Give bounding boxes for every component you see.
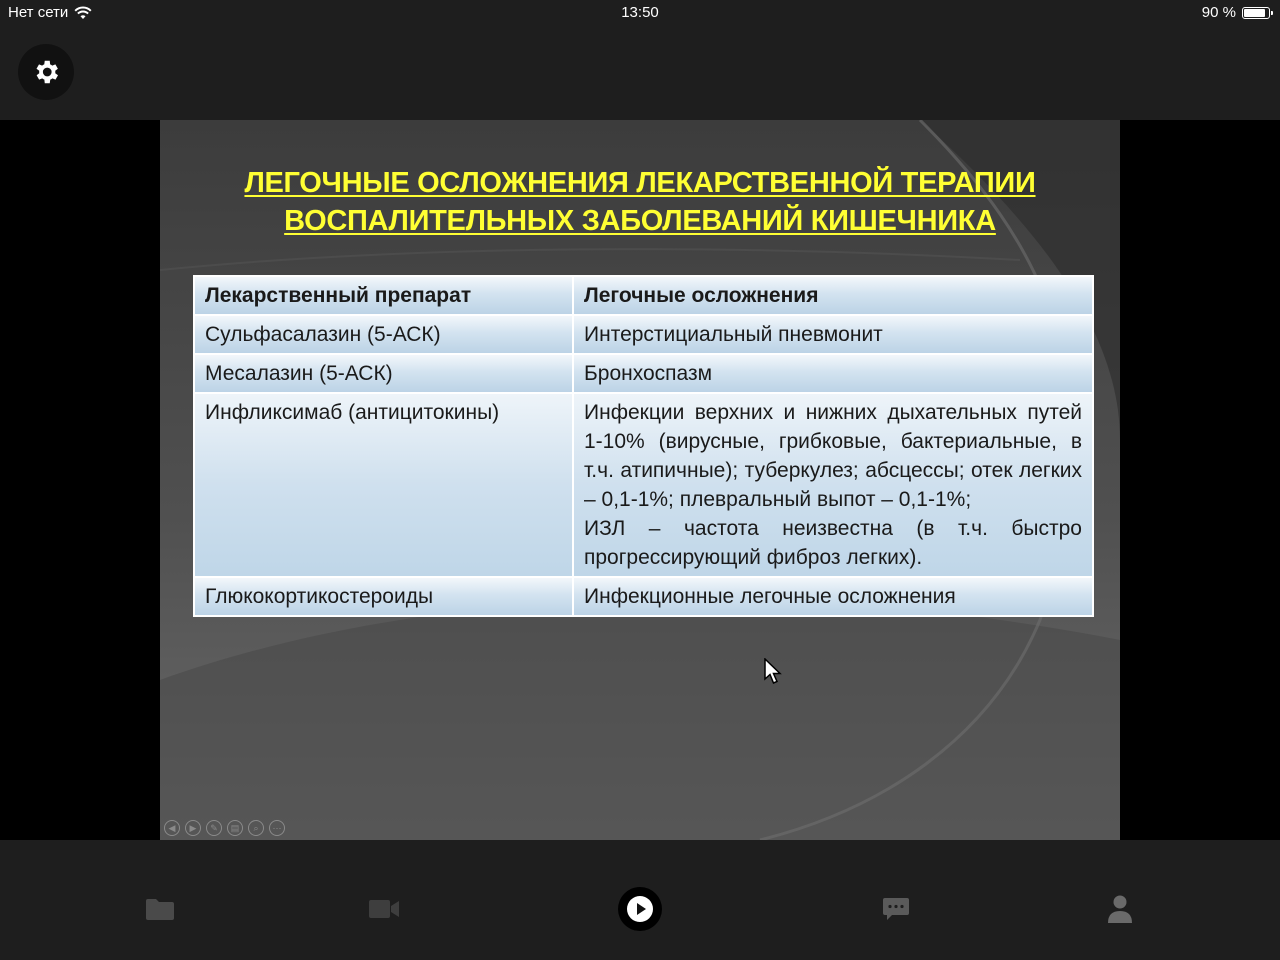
slide-controls — [164, 820, 285, 836]
battery-level — [1244, 9, 1265, 17]
drug-complications-table — [193, 275, 1094, 617]
slide-title-line-1: ЛЕГОЧНЫЕ ОСЛОЖНЕНИЯ ЛЕКАРСТВЕННОЙ ТЕРАПИИ — [244, 167, 1036, 199]
table-row — [194, 393, 1093, 577]
cell-drug: Глюкокортикостероиды — [194, 577, 573, 616]
folder-icon — [145, 897, 175, 921]
video-camera-icon — [368, 898, 400, 920]
tab-profile[interactable] — [1096, 885, 1144, 933]
zoom-icon[interactable]: ⌕ — [248, 820, 264, 836]
table-header-row — [194, 276, 1093, 315]
header-complications: Легочные осложнения — [573, 276, 1093, 315]
top-bar — [0, 0, 1280, 120]
clock: 13:50 — [621, 4, 659, 21]
cell-complication: Интерстициальный пневмонит — [573, 315, 1093, 354]
slide — [160, 120, 1120, 840]
slide-title-line-2: ВОСПАЛИТЕЛЬНЫХ ЗАБОЛЕВАНИЙ КИШЕЧНИКА — [284, 205, 996, 237]
mouse-cursor-icon — [764, 658, 784, 686]
more-icon[interactable]: ⋯ — [269, 820, 285, 836]
bottom-tab-bar — [0, 840, 1280, 960]
table-row — [194, 577, 1093, 616]
play-icon — [625, 894, 655, 924]
tab-files[interactable] — [136, 885, 184, 933]
complication-paragraph: ИЗЛ – частота неизвестна (в т.ч. быстро прогрессирующий фиброз легких). — [584, 517, 1082, 569]
battery-icon — [1242, 7, 1270, 19]
table-row — [194, 354, 1093, 393]
slides-icon[interactable]: ▤ — [227, 820, 243, 836]
cell-drug: Сульфасалазин (5-АСК) — [194, 315, 573, 354]
next-icon[interactable]: ▶ — [185, 820, 201, 836]
tab-chat[interactable] — [872, 885, 920, 933]
chat-icon — [882, 896, 910, 922]
network-status: Нет сети — [8, 4, 69, 21]
cell-complication: Инфекционные легочные осложнения — [573, 577, 1093, 616]
slide-title — [160, 164, 1120, 240]
tab-video[interactable] — [360, 885, 408, 933]
header-drug: Лекарственный препарат — [194, 276, 573, 315]
cell-complication: Бронхоспазм — [573, 354, 1093, 393]
status-bar — [0, 0, 1280, 26]
play-button[interactable] — [618, 887, 662, 931]
cell-drug: Месалазин (5-АСК) — [194, 354, 573, 393]
complication-paragraph: Инфекции верхних и нижних дыхательных путей 1-10% (вирусные, грибковые, бактериальные, в т.ч. атипичные); туберкулез; абсцессы; отек легких – 0,1-1%; плевральный выпот – 0,1-1%; — [584, 401, 1082, 511]
pen-icon[interactable]: ✎ — [206, 820, 222, 836]
table-row — [194, 315, 1093, 354]
cell-drug: Инфликсимаб (антицитокины) — [194, 393, 573, 577]
cell-complication — [573, 393, 1093, 577]
previous-icon[interactable]: ◀ — [164, 820, 180, 836]
settings-button[interactable] — [18, 44, 74, 100]
person-icon — [1106, 894, 1134, 924]
gear-icon — [31, 57, 61, 87]
battery-percent: 90 % — [1201, 4, 1236, 21]
presentation-viewer — [0, 120, 1280, 840]
tab-presentation[interactable] — [616, 885, 664, 933]
